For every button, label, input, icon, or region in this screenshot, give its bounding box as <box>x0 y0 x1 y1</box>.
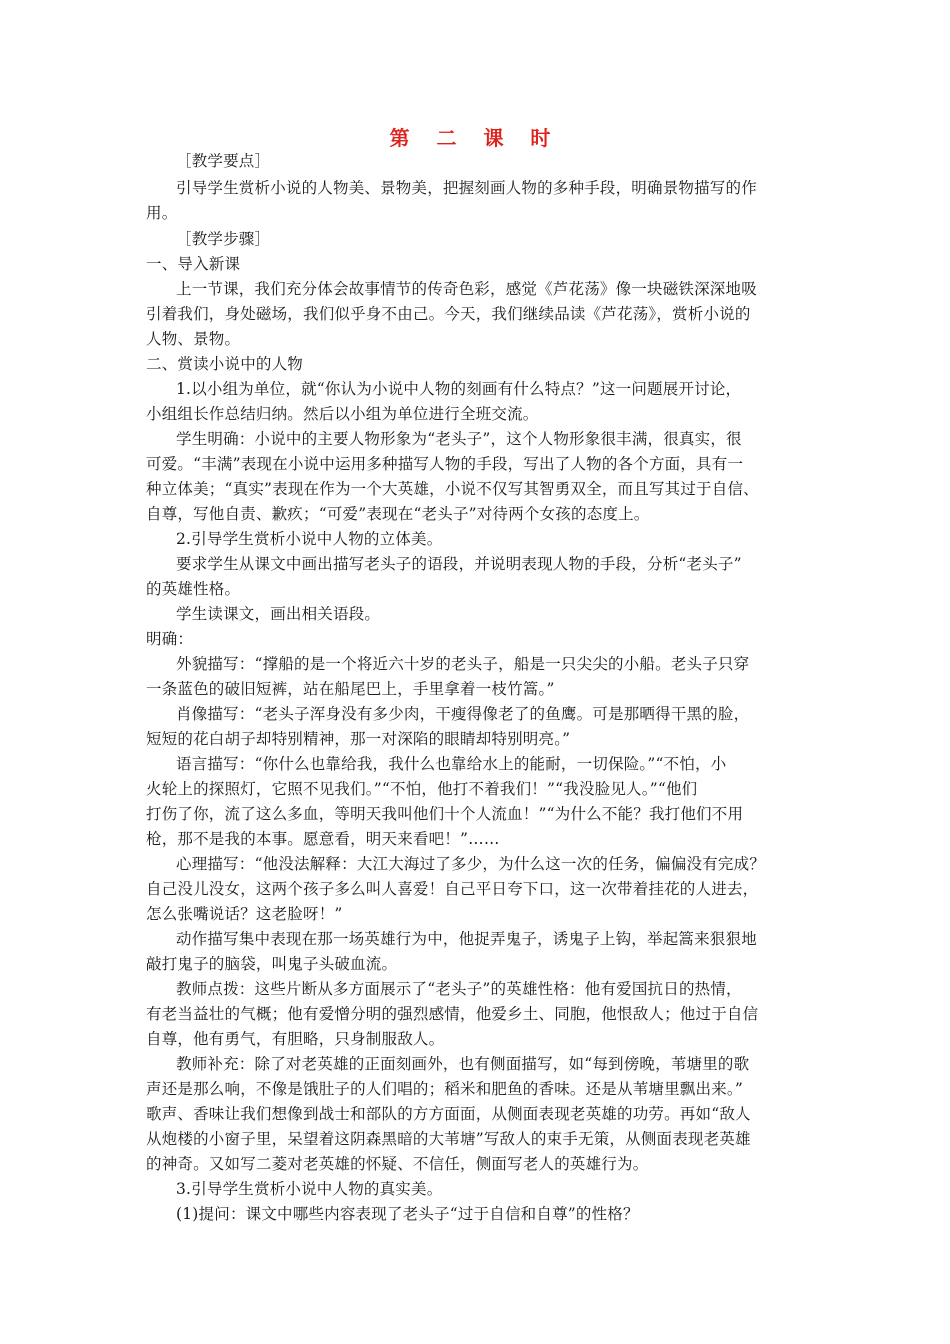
text-line: 2.引导学生赏析小说中人物的立体美。 <box>176 530 443 548</box>
text-line: 敲打鬼子的脑袋，叫鬼子头破血流。 <box>146 955 398 973</box>
text-line: 引着我们，身处磁场，我们似乎身不由己。今天，我们继续品读《芦花荡》，赏析小说的 <box>146 305 751 323</box>
text-line: 从炮楼的小窗子里，呆望着这阴森黑暗的大苇塘”写敌人的束手无策，从侧面表现老英雄 <box>146 1130 751 1148</box>
text-line: 的神奇。又如写二菱对老英雄的怀疑、不信任，侧面写老人的英雄行为。 <box>146 1155 649 1173</box>
text-line: 有老当益壮的气概；他有爱憎分明的强烈感情，他爱乡土、同胞，他恨敌人；他过于自信 <box>146 1005 759 1023</box>
text-line: 教师点拨：这些片断从多方面展示了“老头子”的英雄性格：他有爱国抗日的热情， <box>176 980 742 998</box>
text-line: 人物、景物。 <box>146 330 241 348</box>
text-line: 打伤了你，流了这么多血，等明天我叫他们十个人流血！”“为什么不能？我打他们不用 <box>146 805 744 823</box>
text-line: 明确： <box>146 630 194 648</box>
text-line: 二、赏读小说中的人物 <box>146 355 304 373</box>
text-line: 教师补充：除了对老英雄的正面刻画外，也有侧面描写，如“每到傍晚，苇塘里的歌 <box>176 1055 750 1073</box>
text-line: 一、导入新课 <box>146 255 241 273</box>
text-line: 学生明确：小说中的主要人物形象为“老头子”，这个人物形象很丰满，很真实，很 <box>176 430 742 448</box>
text-line: 歌声、香味让我们想像到战士和部队的方方面面，从侧面表现老英雄的功劳。再如“敌人 <box>146 1105 751 1123</box>
text-line: 声还是那么响，不像是饿肚子的人们唱的；稻米和肥鱼的香味。还是从苇塘里飘出来。” <box>146 1080 743 1098</box>
text-line: 动作描写集中表现在那一场英雄行为中，他捉弄鬼子，诱鬼子上钩，举起篙来狠狠地 <box>176 930 757 948</box>
text-line: ［教学要点］ <box>176 152 271 170</box>
text-line: 一条蓝色的破旧短裤，站在船尾巴上，手里拿着一枝竹篙。” <box>146 680 555 698</box>
text-line: 种立体美；“真实”表现在作为一个大英雄，小说不仅写其智勇双全，而且写其过于自信、 <box>146 480 759 498</box>
text-line: 自己没儿没女，这两个孩子多么叫人喜爱！自己平日夸下口，这一次带着挂花的人进去， <box>146 880 759 898</box>
text-line: 自尊，写他自责、歉疚；“可爱”表现在“老头子”对待两个女孩的态度上。 <box>146 505 650 523</box>
text-line: 枪，那不是我的本事。愿意看，明天来看吧！”…… <box>146 830 500 848</box>
text-line: 可爱。“丰满”表现在小说中运用多种描写人物的手段，写出了人物的各个方面，具有一 <box>146 455 744 473</box>
text-line: 上一节课，我们充分体会故事情节的传奇色彩，感觉《芦花荡》像一块磁铁深深地吸 <box>176 280 757 298</box>
text-line: 3.引导学生赏析小说中人物的真实美。 <box>176 1180 443 1198</box>
text-line: 外貌描写：“撑船的是一个将近六十岁的老头子，船是一只尖尖的小船。老头子只穿 <box>176 655 750 673</box>
text-line: 小组组长作总结归纳。然后以小组为单位进行全班交流。 <box>146 405 539 423</box>
text-line: 怎么张嘴说话？这老脸呀！” <box>146 905 343 923</box>
text-line: 短短的花白胡子却特别精神，那一对深陷的眼睛却特别明亮。” <box>146 730 571 748</box>
lesson-title: 第 二 课 时 <box>389 126 561 150</box>
text-line: 火轮上的探照灯，它照不见我们。”“不怕，他打不着我们！”“我没脸见人。”“他们 <box>146 780 698 798</box>
text-line: 用。 <box>146 204 178 222</box>
text-line: 学生读课文，画出相关语段。 <box>176 605 381 623</box>
text-line: ［教学步骤］ <box>176 230 271 248</box>
text-line: 要求学生从课文中画出描写老头子的语段，并说明表现人物的手段，分析“老头子” <box>176 555 742 573</box>
text-line: 心理描写：“他没法解释：大江大海过了多少，为什么这一次的任务，偏偏没有完成？ <box>176 855 766 873</box>
text-line: 的英雄性格。 <box>146 580 241 598</box>
text-line: (1)提问：课文中哪些内容表现了老头子“过于自信和自尊”的性格？ <box>176 1205 639 1223</box>
text-line: 自尊，他有勇气，有胆略，只身制服敌人。 <box>146 1030 445 1048</box>
text-line: 1.以小组为单位，就“你认为小说中人物的刻画有什么特点？”这一问题展开讨论， <box>176 380 742 398</box>
text-line: 肖像描写：“老头子浑身没有多少肉，干瘦得像老了的鱼鹰。可是那晒得干黑的脸， <box>176 705 750 723</box>
text-line: 语言描写：“你什么也靠给我，我什么也靠给水上的能耐，一切保险。”“不怕，小 <box>176 755 727 773</box>
text-line: 引导学生赏析小说的人物美、景物美，把握刻画人物的多种手段，明确景物描写的作 <box>176 179 757 197</box>
